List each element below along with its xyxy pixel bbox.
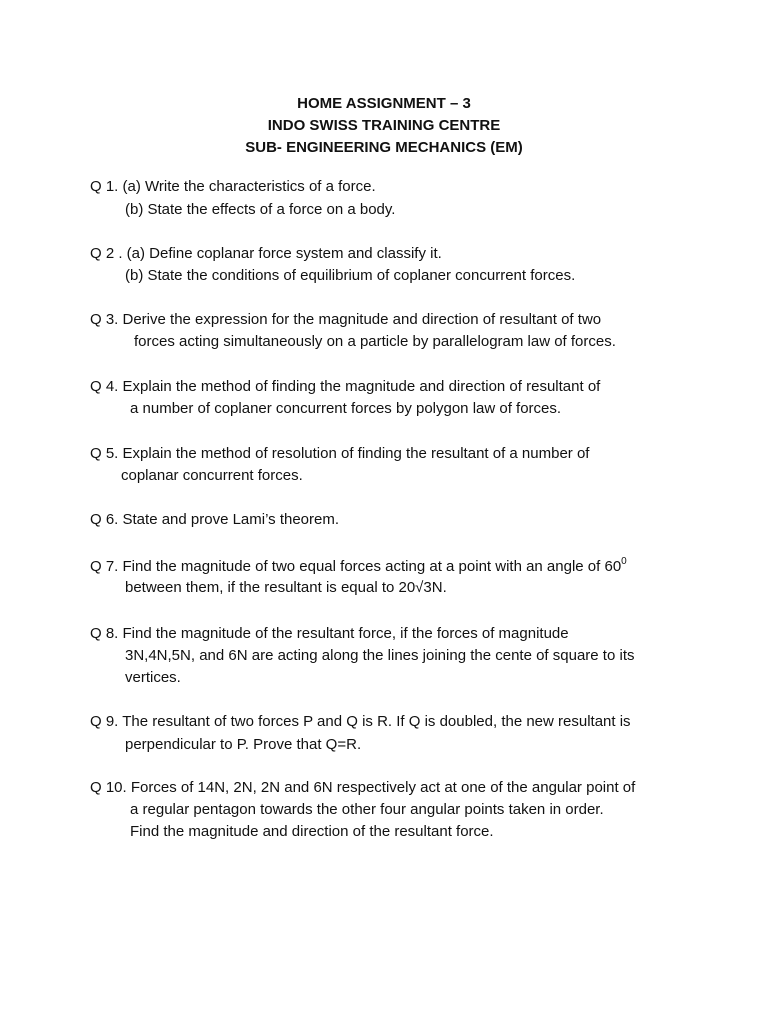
question-1-part-a: Q 1. (a) Write the characteristics of a force. [90,178,376,195]
degree-superscript: 0 [621,556,627,567]
question-10-line-3: Find the magnitude and direction of the resultant force. [130,823,494,840]
heading-institute-name: INDO SWISS TRAINING CENTRE [267,117,501,134]
question-9-line-2: perpendicular to P. Prove that Q=R. [125,736,362,753]
question-6-line-1: Q 6. State and prove Lami’s theorem. [90,511,340,528]
question-7-line-1 [90,556,627,578]
question-3-line-1: Q 3. Derive the expression for the magnitude and direction of resultant of two [90,311,602,328]
question-7-line-1-text: Q 7. Find the magnitude of two equal forces acting at a point with an angle of 60 [90,558,622,575]
question-7-line-2: between them, if the resultant is equal to 20√3N. [125,579,447,596]
question-8-line-3: vertices. [125,669,181,686]
question-10-line-1: Q 10. Forces of 14N, 2N, 2N and 6N respectively act at one of the angular point of [90,779,636,796]
question-5-line-1: Q 5. Explain the method of resolution of finding the resultant of a number of [90,445,590,462]
heading-assignment-title: HOME ASSIGNMENT – 3 [297,95,471,112]
question-4-line-2: a number of coplaner concurrent forces by polygon law of forces. [130,400,562,417]
question-4-line-1: Q 4. Explain the method of finding the magnitude and direction of resultant of [90,378,601,395]
heading-subject: SUB- ENGINEERING MECHANICS (EM) [245,139,523,156]
question-8-line-1: Q 8. Find the magnitude of the resultant force, if the forces of magnitude [90,625,569,642]
question-2-part-b: (b) State the conditions of equilibrium of coplaner concurrent forces. [125,267,576,284]
question-8-line-2: 3N,4N,5N, and 6N are acting along the lines joining the cente of square to its [125,647,635,664]
question-9-line-1: Q 9. The resultant of two forces P and Q is R. If Q is doubled, the new resultant is [90,713,631,730]
question-3-line-2: forces acting simultaneously on a particle by parallelogram law of forces. [134,333,616,350]
question-1-part-b: (b) State the effects of a force on a body. [125,201,396,218]
question-5-line-2: coplanar concurrent forces. [121,467,303,484]
question-2-part-a: Q 2 . (a) Define coplanar force system and classify it. [90,245,442,262]
question-10-line-2: a regular pentagon towards the other four angular points taken in order. [130,801,604,818]
